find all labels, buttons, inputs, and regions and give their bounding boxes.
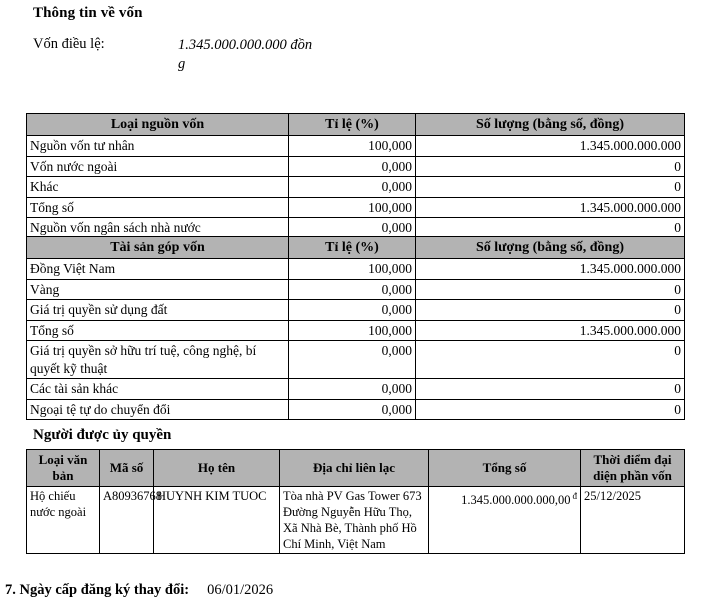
authorized-person-table: [26, 449, 685, 554]
capital-source-table: [26, 113, 685, 239]
cell-asset-type: Giá trị quyền sở hữu trí tuệ, công nghệ, bí quyết kỹ thuật: [27, 341, 289, 379]
charter-capital-label: Vốn điều lệ:: [33, 36, 105, 52]
cell-amount: 0: [416, 279, 685, 300]
cell-amount: 0: [416, 300, 685, 321]
column-header-ratio: Tỉ lệ (%): [289, 237, 416, 259]
table-row: [27, 259, 685, 280]
table-row: [27, 487, 685, 554]
column-header-doc-type: Loại văn bản: [27, 450, 100, 487]
cell-ratio: 100,000: [289, 259, 416, 280]
cell-ratio: 100,000: [289, 320, 416, 341]
cell-amount: 0: [416, 341, 685, 379]
table-header-row: [27, 114, 685, 136]
table-row: [27, 156, 685, 177]
page-title: Thông tin về vốn: [33, 5, 143, 21]
registration-date-value: 06/01/2026: [207, 582, 274, 598]
cell-source-type: Nguồn vốn ngân sách nhà nước: [27, 218, 289, 239]
table-row: [27, 320, 685, 341]
table-row: [27, 379, 685, 400]
cell-source-type: Tổng số: [27, 197, 289, 218]
cell-ratio: 100,000: [289, 136, 416, 157]
cell-amount: 1.345.000.000.000: [416, 259, 685, 280]
cell-asset-type: Đồng Việt Nam: [27, 259, 289, 280]
table-header-row: [27, 237, 685, 259]
table-row: [27, 279, 685, 300]
cell-ratio: 0,000: [289, 177, 416, 198]
column-header-amount: Số lượng (bằng số, đồng): [416, 237, 685, 259]
cell-asset-type: Các tài sản khác: [27, 379, 289, 400]
table-row: [27, 341, 685, 379]
cell-ratio: 0,000: [289, 300, 416, 321]
cell-ratio: 0,000: [289, 341, 416, 379]
column-header-total: Tổng số: [429, 450, 581, 487]
cell-asset-type: Tổng số: [27, 320, 289, 341]
cell-asset-type: Ngoại tệ tự do chuyển đổi: [27, 399, 289, 420]
cell-asset-type: Giá trị quyền sử dụng đất: [27, 300, 289, 321]
column-header-code: Mã số: [100, 450, 154, 487]
column-header-representation-date: Thời điểm đại diện phần vốn: [581, 450, 685, 487]
cell-amount: 0: [416, 399, 685, 420]
cell-source-type: Vốn nước ngoài: [27, 156, 289, 177]
cell-address: Tòa nhà PV Gas Tower 673 Đường Nguyễn Hữu Thọ, Xã Nhà Bè, Thành phố Hồ Chí Minh, Việt Nam: [280, 487, 429, 554]
table-row: [27, 197, 685, 218]
cell-amount: 0: [416, 379, 685, 400]
cell-amount: 0: [416, 156, 685, 177]
cell-ratio: 0,000: [289, 279, 416, 300]
cell-asset-type: Vàng: [27, 279, 289, 300]
cell-amount: 0: [416, 177, 685, 198]
cell-amount: 1.345.000.000.000: [416, 320, 685, 341]
cell-total: [429, 487, 581, 554]
cell-code: A80936768: [100, 487, 154, 554]
column-header-source-type: Loại nguồn vốn: [27, 114, 289, 136]
cell-amount: 0: [416, 218, 685, 239]
cell-representation-date: 25/12/2025: [581, 487, 685, 554]
table-header-row: [27, 450, 685, 487]
currency-symbol: đ: [572, 491, 577, 501]
cell-ratio: 0,000: [289, 379, 416, 400]
column-header-ratio: Tỉ lệ (%): [289, 114, 416, 136]
table-row: [27, 136, 685, 157]
cell-doc-type: Hộ chiếu nước ngoài: [27, 487, 100, 554]
cell-amount: 1.345.000.000.000: [416, 197, 685, 218]
authorized-person-title: Người được ủy quyền: [33, 427, 172, 443]
cell-total-number: 1.345.000.000.000,00: [461, 493, 571, 508]
cell-ratio: 0,000: [289, 156, 416, 177]
table-row: [27, 300, 685, 321]
column-header-asset-type: Tài sản góp vốn: [27, 237, 289, 259]
charter-capital-value: 1.345.000.000.000 đồng: [178, 37, 313, 72]
column-header-full-name: Họ tên: [154, 450, 280, 487]
registration-date-line: [5, 582, 273, 599]
table-row: [27, 218, 685, 239]
cell-ratio: 0,000: [289, 218, 416, 239]
capital-assets-table: [26, 236, 685, 420]
table-row: [27, 177, 685, 198]
cell-full-name: HUYNH KIM TUOC: [154, 487, 280, 554]
table-row: [27, 399, 685, 420]
registration-date-label: 7. Ngày cấp đăng ký thay đổi:: [5, 582, 190, 598]
cell-ratio: 100,000: [289, 197, 416, 218]
column-header-address: Địa chỉ liên lạc: [280, 450, 429, 487]
column-header-amount: Số lượng (bằng số, đồng): [416, 114, 685, 136]
cell-source-type: Nguồn vốn tư nhân: [27, 136, 289, 157]
cell-source-type: Khác: [27, 177, 289, 198]
cell-amount: 1.345.000.000.000: [416, 136, 685, 157]
cell-ratio: 0,000: [289, 399, 416, 420]
